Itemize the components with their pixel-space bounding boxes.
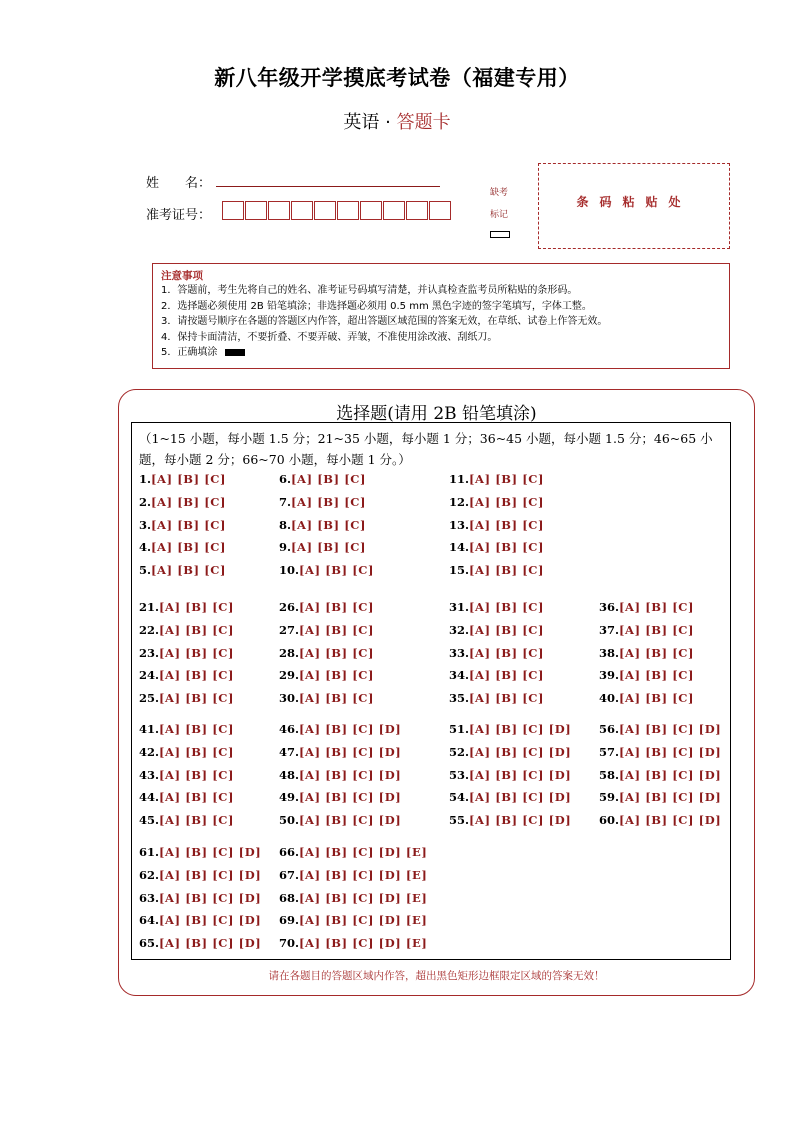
section-instructions: （1~15 小题，每小题 1.5 分；21~35 小题，每小题 1 分；36~45 小题，每小题 1.5 分；46~65 小题，每小题 2 分；66~70 小题，每小题 1 分。） [139,431,713,467]
answer-options[interactable]: [A] [B] [C] [619,668,695,683]
answer-row[interactable] [279,813,401,827]
answer-row[interactable] [139,472,226,486]
answer-options[interactable]: [A] [B] [C] [299,691,375,706]
answer-options[interactable]: [A] [B] [C] [469,517,545,532]
question-number: 33. [449,645,470,660]
answer-row[interactable] [599,623,694,637]
answer-options[interactable]: [A] [B] [C] [469,691,545,706]
question-number: 46. [279,722,300,736]
answer-options[interactable]: [A] [B] [C] [D] [469,722,572,736]
question-number: 8. [279,517,292,532]
question-number: 56. [599,722,620,736]
answer-options[interactable]: [A] [B] [C] [159,790,235,805]
question-number: 66. [279,845,300,859]
name-field[interactable] [216,185,440,187]
answer-options[interactable]: [A] [B] [C] [619,691,695,706]
answer-options[interactable]: [A] [B] [C] [299,563,375,578]
answer-row[interactable] [449,518,544,532]
answer-options[interactable]: [A] [B] [C] [159,767,235,782]
answer-row[interactable] [139,518,226,532]
answer-options[interactable]: [A] [B] [C] [D] [469,790,572,805]
question-number: 50. [279,813,300,828]
question-number: 67. [279,867,300,882]
answer-options[interactable]: [A] [B] [C] [D] [E] [299,936,428,951]
id-digit-box[interactable] [314,201,336,220]
answer-row[interactable] [279,495,366,509]
id-digit-box[interactable] [429,201,451,220]
page-title: 新八年级开学摸底考试卷（福建专用） [214,66,580,90]
answer-options[interactable]: [A] [B] [C] [619,622,695,637]
question-number: 64. [139,913,160,928]
answer-options[interactable]: [A] [B] [C] [D] [299,790,402,805]
answer-options[interactable]: [A] [B] [C] [D] [619,722,722,736]
answer-row[interactable] [279,623,374,637]
barcode-label: 条码粘贴处 [576,195,692,209]
answer-options[interactable]: [A] [B] [C] [151,540,227,555]
answer-options[interactable]: [A] [B] [C] [D] [E] [299,845,428,859]
notice-item: 2．选择题必须使用 2B 铅笔填涂；非选择题必须用 0.5 mm 黑色字迹的签字笔填写，字体工整。 [161,300,592,312]
question-number: 11. [449,472,470,486]
answer-options[interactable]: [A] [B] [C] [D] [159,867,262,882]
answer-options[interactable]: [A] [B] [C] [619,645,695,660]
question-number: 10. [279,563,300,578]
question-number: 15. [449,563,470,578]
subject-label: 英语 [343,112,380,133]
answer-row[interactable] [139,646,234,660]
question-number: 54. [449,790,470,805]
answer-row[interactable] [279,768,401,782]
answer-options[interactable]: [A] [B] [C] [151,494,227,509]
answer-options[interactable]: [A] [B] [C] [159,691,235,706]
question-number: 7. [279,494,292,509]
answer-options[interactable]: [A] [B] [C] [D] [619,767,722,782]
answer-options[interactable]: [A] [B] [C] [299,600,375,614]
answer-row[interactable] [449,691,544,705]
question-number: 58. [599,767,620,782]
answer-row[interactable] [279,845,427,859]
question-number: 51. [449,722,470,736]
answer-row[interactable] [279,600,374,614]
id-digit-box[interactable] [360,201,382,220]
answer-options[interactable]: [A] [B] [C] [D] [E] [299,913,428,928]
answer-row[interactable] [139,691,234,705]
id-number-boxes[interactable] [222,201,452,220]
answer-row[interactable] [599,813,721,827]
answer-options[interactable]: [A] [B] [C] [159,722,235,736]
answer-options[interactable]: [A] [B] [C] [291,472,367,486]
answer-row[interactable] [139,495,226,509]
question-number: 48. [279,767,300,782]
answer-options[interactable]: [A] [B] [C] [469,472,545,486]
answer-options[interactable]: [A] [B] [C] [291,494,367,509]
answer-row[interactable] [139,813,234,827]
answer-options[interactable]: [A] [B] [C] [D] [159,913,262,928]
question-number: 37. [599,622,620,637]
answer-options[interactable]: [A] [B] [C] [159,645,235,660]
notice-box [152,263,730,369]
question-number: 40. [599,691,620,706]
answer-options[interactable]: [A] [B] [C] [159,813,235,828]
answer-row[interactable] [279,936,427,950]
subtitle-separator: · [385,112,391,133]
question-number: 13. [449,517,470,532]
answer-row[interactable] [449,790,571,804]
id-digit-box[interactable] [383,201,405,220]
answer-options[interactable]: [A] [B] [C] [299,622,375,637]
answer-options[interactable]: [A] [B] [C] [D] [E] [299,890,428,905]
question-number: 5. [139,563,152,578]
answer-row[interactable] [279,472,366,486]
answer-row[interactable] [279,891,427,905]
answer-options[interactable]: [A] [B] [C] [D] [159,845,262,859]
answer-row[interactable] [599,722,721,736]
answer-row[interactable] [139,868,261,882]
question-number: 44. [139,790,160,805]
answer-row[interactable] [599,668,694,682]
answer-row[interactable] [599,646,694,660]
answer-row[interactable] [139,936,261,950]
answer-options[interactable]: [A] [B] [C] [469,600,545,614]
question-number: 63. [139,890,160,905]
answer-options[interactable]: [A] [B] [C] [D] [299,722,402,736]
answer-options[interactable]: [A] [B] [C] [D] [299,767,402,782]
answer-options[interactable]: [A] [B] [C] [D] [299,744,402,759]
card-name-label: 答题卡 [396,112,451,133]
answer-options[interactable]: [A] [B] [C] [291,517,367,532]
answer-options[interactable]: [A] [B] [C] [469,622,545,637]
answer-options[interactable]: [A] [B] [C] [469,668,545,683]
answer-options[interactable]: [A] [B] [C] [159,668,235,683]
answer-options[interactable]: [A] [B] [C] [469,494,545,509]
question-number: 28. [279,645,300,660]
answer-row[interactable] [449,813,571,827]
question-number: 30. [279,691,300,706]
answer-row[interactable] [279,691,374,705]
question-number: 55. [449,813,470,828]
missing-mark-box[interactable] [490,231,510,238]
question-number: 57. [599,744,620,759]
answer-row[interactable] [139,891,261,905]
answer-row[interactable] [449,768,571,782]
section-footer-warning: 请在各题目的答题区域内作答，超出黑色矩形边框限定区域的答案无效！ [268,970,605,982]
answer-options[interactable]: [A] [B] [C] [D] [E] [299,867,428,882]
answer-options[interactable]: [A] [B] [C] [D] [299,813,402,828]
question-number: 3. [139,517,152,532]
answer-options[interactable]: [A] [B] [C] [D] [159,890,262,905]
notice-item [161,345,721,361]
answer-row[interactable] [449,563,544,577]
question-number: 23. [139,645,160,660]
id-digit-box[interactable] [291,201,313,220]
answer-options[interactable]: [A] [B] [C] [D] [619,744,722,759]
answer-row[interactable] [279,868,427,882]
id-digit-box[interactable] [222,201,244,220]
question-number: 27. [279,622,300,637]
answer-options[interactable]: [A] [B] [C] [D] [469,767,572,782]
answer-row[interactable] [279,646,374,660]
id-digit-box[interactable] [406,201,428,220]
answer-options[interactable]: [A] [B] [C] [D] [619,790,722,805]
answer-options[interactable]: [A] [B] [C] [291,540,367,555]
question-number: 59. [599,790,620,805]
answer-row[interactable] [599,691,694,705]
question-number: 12. [449,494,470,509]
question-number: 42. [139,744,160,759]
notice-item-text: 5．正确填涂 [161,347,218,358]
missing-mark-label-line2: 标记 [489,210,508,220]
answer-options[interactable]: [A] [B] [C] [151,517,227,532]
id-digit-box[interactable] [337,201,359,220]
question-number: 61. [139,845,160,859]
answer-row[interactable] [599,600,694,614]
answer-row[interactable] [279,668,374,682]
question-number: 47. [279,744,300,759]
question-number: 31. [449,600,470,614]
question-number: 65. [139,936,160,951]
notice-item: 4．保持卡面清洁，不要折叠、不要弄破、弄皱，不准使用涂改液、刮纸刀。 [161,331,498,343]
answer-row[interactable] [449,668,544,682]
question-number: 43. [139,767,160,782]
answer-row[interactable] [449,623,544,637]
id-label: 准考证号： [146,208,212,223]
question-number: 14. [449,540,470,555]
question-number: 36. [599,600,620,614]
id-digit-box[interactable] [268,201,290,220]
answer-options[interactable]: [A] [B] [C] [159,744,235,759]
answer-row[interactable] [139,668,234,682]
question-number: 45. [139,813,160,828]
answer-row[interactable] [449,472,544,486]
answer-row[interactable] [279,745,401,759]
answer-row[interactable] [449,722,571,736]
answer-row[interactable] [139,845,261,859]
answer-options[interactable]: [A] [B] [C] [619,600,695,614]
answer-options[interactable]: [A] [B] [C] [D] [469,744,572,759]
question-number: 4. [139,540,152,555]
missing-mark-label [482,182,516,226]
missing-mark-label-line1: 缺考 [489,188,508,198]
answer-row[interactable] [139,540,226,554]
question-number: 1. [139,472,152,486]
notice-item: 1．答题前，考生先将自己的姓名、准考证号码填写清楚，并认真检查监考员所粘贴的条形码。 [161,285,578,296]
question-number: 24. [139,668,160,683]
answer-row[interactable] [139,600,234,614]
answer-options[interactable]: [A] [B] [C] [469,645,545,660]
id-digit-box[interactable] [245,201,267,220]
answer-options[interactable]: [A] [B] [C] [151,563,227,578]
section-title: 选择题(请用 2B 铅笔填涂) [336,404,537,424]
question-number: 69. [279,913,300,928]
answer-options[interactable]: [A] [B] [C] [D] [159,936,262,951]
answer-row[interactable] [139,768,234,782]
question-number: 35. [449,691,470,706]
question-number: 62. [139,867,160,882]
answer-row[interactable] [449,495,544,509]
question-number: 26. [279,600,300,614]
question-number: 9. [279,540,292,555]
answer-options[interactable]: [A] [B] [C] [299,668,375,683]
answer-row[interactable] [139,745,234,759]
question-number: 32. [449,622,470,637]
answer-row[interactable] [449,600,544,614]
question-number: 29. [279,668,300,683]
question-number: 2. [139,494,152,509]
question-number: 49. [279,790,300,805]
answer-options[interactable]: [A] [B] [C] [D] [469,813,572,828]
answer-options[interactable]: [A] [B] [C] [469,563,545,578]
question-number: 21. [139,600,160,614]
answer-row[interactable] [279,518,366,532]
answer-row[interactable] [599,745,721,759]
answer-row[interactable] [279,790,401,804]
answer-row[interactable] [599,768,721,782]
question-number: 25. [139,691,160,706]
question-number: 70. [279,936,300,951]
answer-row[interactable] [279,563,374,577]
question-number: 34. [449,668,470,683]
notice-title: 注意事项 [161,270,203,282]
question-number: 39. [599,668,620,683]
page-subtitle [0,108,794,134]
correct-fill-sample [225,349,245,356]
answer-row[interactable] [139,722,234,736]
question-number: 41. [139,722,160,736]
answer-options[interactable]: [A] [B] [C] [299,645,375,660]
question-number: 22. [139,622,160,637]
answer-row[interactable] [279,540,366,554]
question-number: 68. [279,890,300,905]
answer-row[interactable] [599,790,721,804]
answer-row[interactable] [139,623,234,637]
answer-row[interactable] [139,790,234,804]
question-number: 53. [449,767,470,782]
question-number: 38. [599,645,620,660]
answer-row[interactable] [139,913,261,927]
name-label: 姓 名： [146,176,212,191]
barcode-area [538,163,730,249]
answer-options[interactable]: [A] [B] [C] [159,600,235,614]
answer-row[interactable] [279,913,427,927]
question-number: 6. [279,472,292,486]
answer-row[interactable] [449,745,571,759]
answer-options[interactable]: [A] [B] [C] [159,622,235,637]
question-number: 60. [599,813,620,828]
question-number: 52. [449,744,470,759]
answer-row[interactable] [279,722,401,736]
answer-row[interactable] [449,540,544,554]
answer-row[interactable] [139,563,226,577]
answer-options[interactable]: [A] [B] [C] [151,472,227,486]
notice-item: 3．请按题号顺序在各题的答题区内作答，超出答题区域范围的答案无效，在草纸、试卷上作答无效。 [161,316,608,327]
answer-row[interactable] [449,646,544,660]
answer-options[interactable]: [A] [B] [C] [D] [619,813,722,828]
answer-options[interactable]: [A] [B] [C] [469,540,545,555]
